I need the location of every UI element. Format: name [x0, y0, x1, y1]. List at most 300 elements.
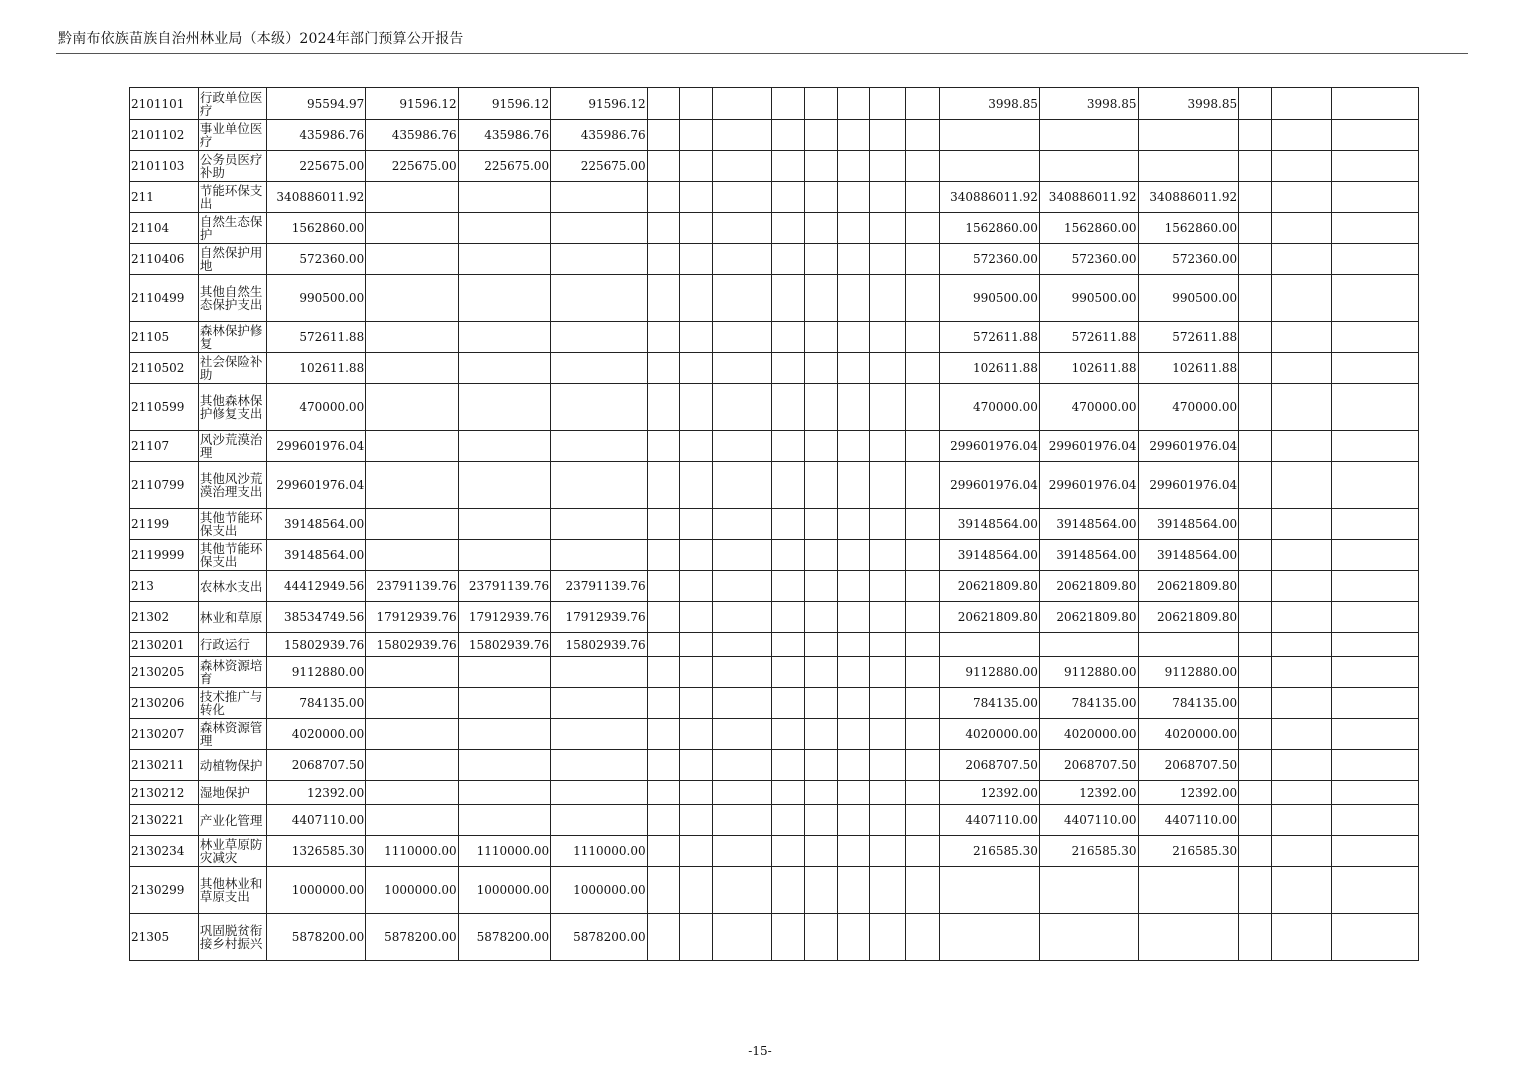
amount-cell: [771, 509, 804, 540]
amount-cell: 225675.00: [266, 151, 366, 182]
amount-cell: [837, 688, 870, 719]
amount-cell: [1331, 750, 1418, 781]
amount-cell: [870, 914, 906, 961]
subject-code-cell: 2130234: [130, 836, 199, 867]
amount-cell: [647, 213, 680, 244]
amount-cell: 990500.00: [1138, 275, 1239, 322]
amount-cell: [837, 571, 870, 602]
amount-cell: [804, 867, 837, 914]
table-row: [130, 540, 1419, 571]
amount-cell: [458, 540, 550, 571]
amount-cell: [1138, 633, 1239, 657]
amount-cell: [870, 384, 906, 431]
amount-cell: 470000.00: [1039, 384, 1138, 431]
table-row: [130, 867, 1419, 914]
subject-code-cell: 2130299: [130, 867, 199, 914]
amount-cell: 1000000.00: [458, 867, 550, 914]
amount-cell: [804, 353, 837, 384]
amount-cell: [647, 275, 680, 322]
amount-cell: [458, 353, 550, 384]
subject-code-cell: 211: [130, 182, 199, 213]
amount-cell: [647, 322, 680, 353]
amount-cell: 20621809.80: [1138, 602, 1239, 633]
amount-cell: [680, 213, 713, 244]
amount-cell: [1331, 805, 1418, 836]
amount-cell: [1239, 571, 1272, 602]
amount-cell: [804, 462, 837, 509]
subject-name-cell: 其他森林保护修复支出: [198, 384, 266, 431]
amount-cell: [1239, 275, 1272, 322]
amount-cell: [906, 914, 940, 961]
amount-cell: [804, 688, 837, 719]
amount-cell: [1239, 750, 1272, 781]
subject-name-cell: 其他风沙荒漠治理支出: [198, 462, 266, 509]
amount-cell: [680, 384, 713, 431]
amount-cell: [647, 509, 680, 540]
amount-cell: [680, 836, 713, 867]
amount-cell: 990500.00: [940, 275, 1040, 322]
amount-cell: [458, 750, 550, 781]
amount-cell: [1039, 633, 1138, 657]
amount-cell: 470000.00: [1138, 384, 1239, 431]
amount-cell: [713, 244, 772, 275]
amount-cell: 216585.30: [1039, 836, 1138, 867]
amount-cell: [551, 322, 648, 353]
amount-cell: [713, 275, 772, 322]
amount-cell: [680, 914, 713, 961]
amount-cell: [1331, 384, 1418, 431]
amount-cell: 1562860.00: [1039, 213, 1138, 244]
table-row: [130, 244, 1419, 275]
amount-cell: 20621809.80: [940, 602, 1040, 633]
amount-cell: [1331, 602, 1418, 633]
subject-name-cell: 林业草原防灾减灾: [198, 836, 266, 867]
amount-cell: [366, 384, 458, 431]
amount-cell: 435986.76: [366, 120, 458, 151]
subject-code-cell: 2130207: [130, 719, 199, 750]
amount-cell: [1272, 657, 1332, 688]
amount-cell: [551, 657, 648, 688]
amount-cell: [366, 750, 458, 781]
amount-cell: [366, 462, 458, 509]
amount-cell: [1272, 540, 1332, 571]
amount-cell: [771, 462, 804, 509]
amount-cell: 5878200.00: [458, 914, 550, 961]
amount-cell: 435986.76: [551, 120, 648, 151]
amount-cell: [837, 88, 870, 120]
amount-cell: [713, 867, 772, 914]
table-row: [130, 633, 1419, 657]
amount-cell: [771, 182, 804, 213]
subject-code-cell: 21302: [130, 602, 199, 633]
amount-cell: [366, 322, 458, 353]
amount-cell: [906, 88, 940, 120]
amount-cell: [870, 120, 906, 151]
amount-cell: [713, 151, 772, 182]
amount-cell: [680, 353, 713, 384]
amount-cell: [906, 805, 940, 836]
amount-cell: [680, 431, 713, 462]
amount-cell: [713, 914, 772, 961]
amount-cell: 225675.00: [366, 151, 458, 182]
amount-cell: [1239, 213, 1272, 244]
amount-cell: 299601976.04: [940, 431, 1040, 462]
table-row: [130, 657, 1419, 688]
amount-cell: [680, 781, 713, 805]
amount-cell: [837, 719, 870, 750]
table-row: [130, 781, 1419, 805]
amount-cell: 39148564.00: [1138, 540, 1239, 571]
amount-cell: [551, 182, 648, 213]
amount-cell: [1239, 602, 1272, 633]
amount-cell: 1562860.00: [266, 213, 366, 244]
amount-cell: [837, 781, 870, 805]
amount-cell: 299601976.04: [266, 462, 366, 509]
amount-cell: [804, 914, 837, 961]
amount-cell: [870, 867, 906, 914]
amount-cell: [1272, 781, 1332, 805]
subject-name-cell: 社会保险补助: [198, 353, 266, 384]
amount-cell: [771, 633, 804, 657]
amount-cell: [940, 914, 1040, 961]
subject-code-cell: 21105: [130, 322, 199, 353]
amount-cell: [366, 657, 458, 688]
amount-cell: 102611.88: [266, 353, 366, 384]
amount-cell: [906, 633, 940, 657]
amount-cell: 572360.00: [266, 244, 366, 275]
amount-cell: [551, 750, 648, 781]
amount-cell: [940, 120, 1040, 151]
amount-cell: [458, 509, 550, 540]
amount-cell: [680, 151, 713, 182]
amount-cell: [680, 719, 713, 750]
amount-cell: [804, 88, 837, 120]
subject-code-cell: 2110599: [130, 384, 199, 431]
subject-name-cell: 其他林业和草原支出: [198, 867, 266, 914]
subject-name-cell: 巩固脱贫衔接乡村振兴: [198, 914, 266, 961]
amount-cell: [1272, 213, 1332, 244]
amount-cell: [771, 750, 804, 781]
amount-cell: [713, 353, 772, 384]
table-row: [130, 805, 1419, 836]
amount-cell: 91596.12: [551, 88, 648, 120]
table-row: [130, 750, 1419, 781]
amount-cell: [870, 462, 906, 509]
subject-code-cell: 21107: [130, 431, 199, 462]
amount-cell: [771, 602, 804, 633]
amount-cell: 102611.88: [940, 353, 1040, 384]
amount-cell: [458, 805, 550, 836]
amount-cell: 39148564.00: [1039, 509, 1138, 540]
amount-cell: 91596.12: [366, 88, 458, 120]
table-row: [130, 88, 1419, 120]
amount-cell: [713, 384, 772, 431]
amount-cell: [647, 120, 680, 151]
amount-cell: [906, 867, 940, 914]
amount-cell: [1331, 213, 1418, 244]
amount-cell: [771, 836, 804, 867]
amount-cell: [1331, 914, 1418, 961]
amount-cell: [1331, 120, 1418, 151]
subject-name-cell: 行政运行: [198, 633, 266, 657]
amount-cell: 225675.00: [551, 151, 648, 182]
amount-cell: 23791139.76: [458, 571, 550, 602]
amount-cell: [1239, 836, 1272, 867]
amount-cell: [713, 633, 772, 657]
amount-cell: [1239, 120, 1272, 151]
amount-cell: [1331, 151, 1418, 182]
amount-cell: [713, 836, 772, 867]
amount-cell: 9112880.00: [1138, 657, 1239, 688]
amount-cell: [1039, 151, 1138, 182]
amount-cell: [680, 633, 713, 657]
amount-cell: 39148564.00: [940, 509, 1040, 540]
table-row: [130, 213, 1419, 244]
amount-cell: 299601976.04: [1138, 462, 1239, 509]
amount-cell: [1331, 719, 1418, 750]
amount-cell: 20621809.80: [1039, 602, 1138, 633]
amount-cell: [804, 805, 837, 836]
amount-cell: [1239, 431, 1272, 462]
amount-cell: [458, 688, 550, 719]
amount-cell: [680, 805, 713, 836]
subject-code-cell: 2130211: [130, 750, 199, 781]
table-row: [130, 182, 1419, 213]
amount-cell: [1239, 509, 1272, 540]
amount-cell: [1331, 540, 1418, 571]
amount-cell: 4407110.00: [1039, 805, 1138, 836]
amount-cell: [551, 688, 648, 719]
amount-cell: 17912939.76: [366, 602, 458, 633]
amount-cell: [680, 540, 713, 571]
amount-cell: [1239, 781, 1272, 805]
amount-cell: [366, 509, 458, 540]
amount-cell: [551, 213, 648, 244]
amount-cell: [870, 750, 906, 781]
amount-cell: 1562860.00: [1138, 213, 1239, 244]
amount-cell: [804, 384, 837, 431]
amount-cell: [1239, 384, 1272, 431]
table-row: [130, 353, 1419, 384]
amount-cell: [713, 120, 772, 151]
amount-cell: [906, 462, 940, 509]
amount-cell: [870, 571, 906, 602]
amount-cell: [1272, 462, 1332, 509]
amount-cell: [551, 719, 648, 750]
amount-cell: 39148564.00: [266, 509, 366, 540]
amount-cell: [458, 182, 550, 213]
amount-cell: 9112880.00: [266, 657, 366, 688]
amount-cell: 470000.00: [266, 384, 366, 431]
subject-name-cell: 其他节能环保支出: [198, 540, 266, 571]
amount-cell: [1039, 120, 1138, 151]
amount-cell: [804, 657, 837, 688]
amount-cell: [906, 151, 940, 182]
subject-code-cell: 2130221: [130, 805, 199, 836]
amount-cell: 784135.00: [1138, 688, 1239, 719]
amount-cell: [870, 182, 906, 213]
amount-cell: 5878200.00: [551, 914, 648, 961]
amount-cell: [804, 151, 837, 182]
budget-table-body: [130, 88, 1419, 961]
amount-cell: [906, 244, 940, 275]
amount-cell: [1331, 462, 1418, 509]
amount-cell: [870, 322, 906, 353]
amount-cell: [458, 384, 550, 431]
amount-cell: 15802939.76: [366, 633, 458, 657]
amount-cell: [713, 719, 772, 750]
amount-cell: [680, 602, 713, 633]
amount-cell: [1272, 867, 1332, 914]
amount-cell: [837, 633, 870, 657]
amount-cell: [906, 657, 940, 688]
amount-cell: [551, 540, 648, 571]
amount-cell: [713, 750, 772, 781]
amount-cell: 15802939.76: [458, 633, 550, 657]
amount-cell: [940, 151, 1040, 182]
amount-cell: [771, 151, 804, 182]
amount-cell: [647, 151, 680, 182]
table-row: [130, 275, 1419, 322]
amount-cell: [870, 213, 906, 244]
amount-cell: 340886011.92: [940, 182, 1040, 213]
amount-cell: [870, 540, 906, 571]
amount-cell: [551, 462, 648, 509]
amount-cell: [1331, 781, 1418, 805]
amount-cell: [1272, 353, 1332, 384]
amount-cell: 299601976.04: [1138, 431, 1239, 462]
amount-cell: [837, 120, 870, 151]
amount-cell: [366, 719, 458, 750]
amount-cell: [906, 602, 940, 633]
amount-cell: [1272, 275, 1332, 322]
amount-cell: [1331, 182, 1418, 213]
amount-cell: [680, 509, 713, 540]
amount-cell: 4020000.00: [1138, 719, 1239, 750]
amount-cell: [1272, 244, 1332, 275]
table-row: [130, 571, 1419, 602]
amount-cell: [870, 633, 906, 657]
subject-name-cell: 自然保护用地: [198, 244, 266, 275]
amount-cell: [680, 275, 713, 322]
table-row: [130, 688, 1419, 719]
amount-cell: [1272, 688, 1332, 719]
amount-cell: [804, 836, 837, 867]
amount-cell: 23791139.76: [366, 571, 458, 602]
amount-cell: [713, 431, 772, 462]
table-row: [130, 322, 1419, 353]
amount-cell: [458, 781, 550, 805]
amount-cell: [647, 867, 680, 914]
amount-cell: [680, 88, 713, 120]
amount-cell: [771, 688, 804, 719]
amount-cell: [713, 509, 772, 540]
amount-cell: [551, 353, 648, 384]
amount-cell: 15802939.76: [551, 633, 648, 657]
table-row: [130, 431, 1419, 462]
table-row: [130, 836, 1419, 867]
amount-cell: 299601976.04: [1039, 462, 1138, 509]
amount-cell: [458, 431, 550, 462]
amount-cell: [1239, 88, 1272, 120]
amount-cell: [713, 213, 772, 244]
amount-cell: [458, 657, 550, 688]
amount-cell: [771, 657, 804, 688]
amount-cell: [1272, 151, 1332, 182]
amount-cell: [551, 384, 648, 431]
amount-cell: [1239, 914, 1272, 961]
amount-cell: [680, 571, 713, 602]
amount-cell: 572611.88: [1138, 322, 1239, 353]
subject-name-cell: 其他节能环保支出: [198, 509, 266, 540]
amount-cell: [1272, 182, 1332, 213]
amount-cell: 216585.30: [940, 836, 1040, 867]
subject-code-cell: 2130212: [130, 781, 199, 805]
amount-cell: 225675.00: [458, 151, 550, 182]
amount-cell: [804, 244, 837, 275]
amount-cell: [1272, 88, 1332, 120]
amount-cell: [366, 353, 458, 384]
amount-cell: [1272, 633, 1332, 657]
amount-cell: [680, 120, 713, 151]
amount-cell: [837, 213, 870, 244]
amount-cell: [837, 384, 870, 431]
amount-cell: [1331, 509, 1418, 540]
subject-code-cell: 2101102: [130, 120, 199, 151]
amount-cell: [1331, 88, 1418, 120]
amount-cell: 1110000.00: [458, 836, 550, 867]
amount-cell: [647, 353, 680, 384]
amount-cell: [1239, 657, 1272, 688]
amount-cell: 102611.88: [1039, 353, 1138, 384]
amount-cell: 4020000.00: [1039, 719, 1138, 750]
amount-cell: [804, 633, 837, 657]
amount-cell: 2068707.50: [940, 750, 1040, 781]
amount-cell: [1239, 719, 1272, 750]
amount-cell: [1272, 571, 1332, 602]
amount-cell: [1331, 244, 1418, 275]
amount-cell: [771, 719, 804, 750]
amount-cell: [1239, 540, 1272, 571]
amount-cell: [1239, 633, 1272, 657]
subject-name-cell: 技术推广与转化: [198, 688, 266, 719]
amount-cell: 2068707.50: [266, 750, 366, 781]
amount-cell: [804, 571, 837, 602]
amount-cell: 102611.88: [1138, 353, 1239, 384]
amount-cell: [551, 244, 648, 275]
amount-cell: 9112880.00: [1039, 657, 1138, 688]
amount-cell: [1239, 805, 1272, 836]
amount-cell: [366, 805, 458, 836]
amount-cell: [870, 657, 906, 688]
amount-cell: [680, 867, 713, 914]
amount-cell: [1331, 657, 1418, 688]
amount-cell: [647, 750, 680, 781]
amount-cell: 95594.97: [266, 88, 366, 120]
amount-cell: [713, 322, 772, 353]
amount-cell: [837, 509, 870, 540]
amount-cell: [906, 750, 940, 781]
amount-cell: [647, 781, 680, 805]
amount-cell: [837, 805, 870, 836]
amount-cell: [680, 657, 713, 688]
amount-cell: 1000000.00: [266, 867, 366, 914]
amount-cell: [870, 353, 906, 384]
amount-cell: [870, 88, 906, 120]
amount-cell: [1272, 719, 1332, 750]
amount-cell: [1331, 867, 1418, 914]
amount-cell: 572360.00: [1039, 244, 1138, 275]
